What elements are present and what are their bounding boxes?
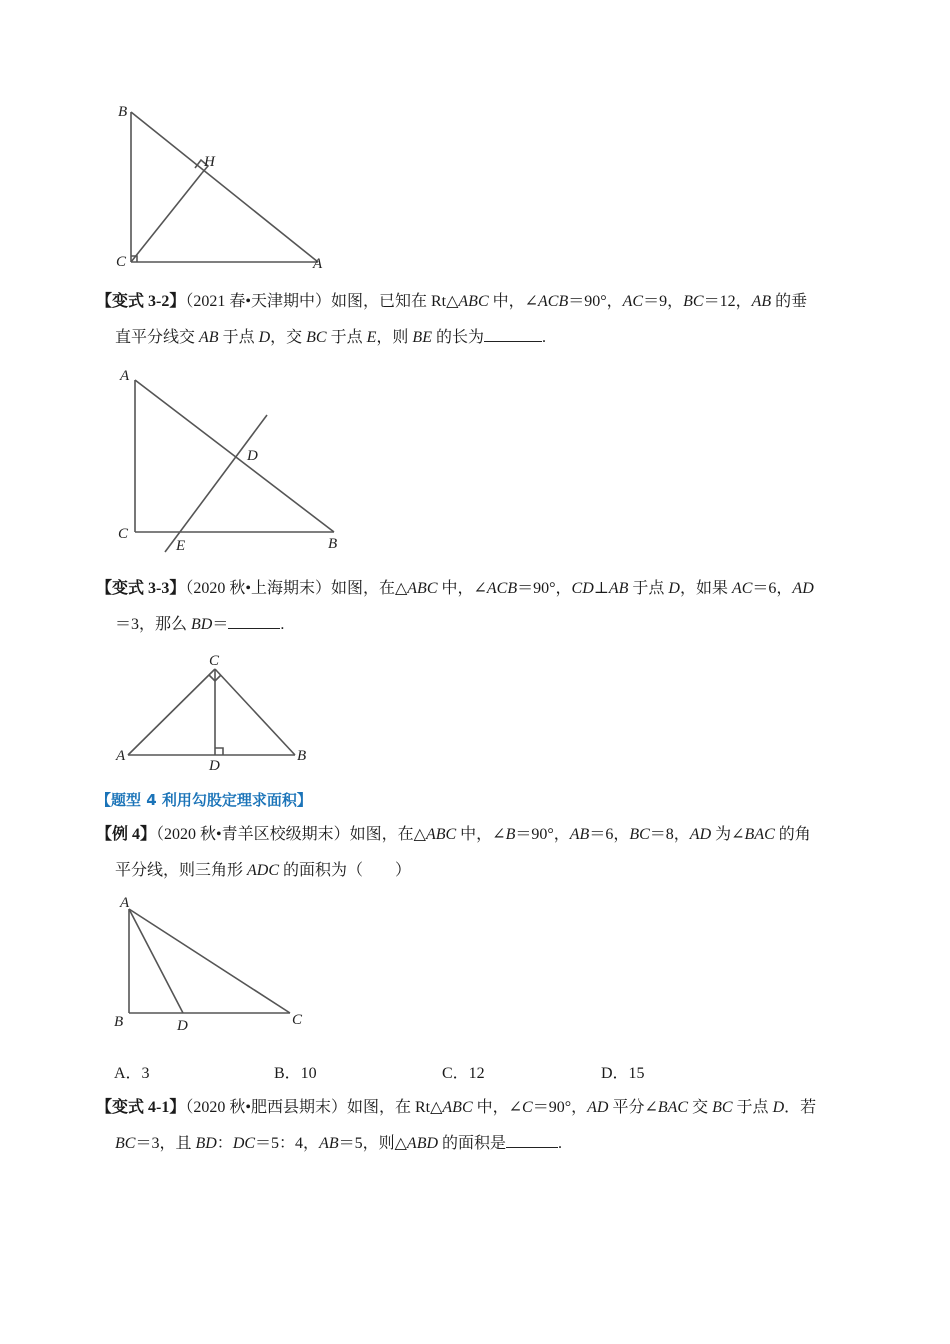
figure-triangle-perpendicular-bisector: [110, 360, 360, 560]
example-4-line-1: 【例 4】（2020 秋•青羊区校级期末）如图，在△ABC 中，∠B＝90°，AB＝6，BC＝8，AD 为∠BAC 的角: [96, 826, 811, 843]
segment-ch: [131, 173, 202, 262]
label-d: D: [177, 1018, 188, 1034]
figure-triangle-altitude-cd: [112, 650, 322, 772]
question-source: （2020 秋•青羊区校级期末）: [156, 826, 350, 843]
segment-ad: [129, 909, 183, 1013]
label-c: C: [116, 254, 127, 270]
label-c: C: [118, 526, 129, 542]
segment-ab: [135, 380, 334, 532]
figure-triangle-angle-bisector-ad: [108, 892, 338, 1037]
choice-c[interactable]: C．12: [442, 1065, 485, 1082]
label-a: A: [120, 895, 130, 911]
question-tag: 【例 4】: [96, 826, 157, 843]
question-4-1-line-1: 【变式 4-1】（2020 秋•肥西县期末）如图，在 Rt△ABC 中，∠C＝90°，AD 平分∠BAC 交 BC 于点 D．若: [96, 1099, 817, 1116]
question-3-2: [96, 284, 866, 356]
label-b: B: [118, 104, 128, 120]
label-c: C: [292, 1012, 303, 1028]
label-b: B: [328, 536, 338, 552]
label-a: A: [120, 368, 130, 384]
figure-triangle-abc-altitude-ch: [100, 96, 340, 276]
label-d: D: [247, 448, 258, 464]
question-4-1-line-2: BC＝3，且 BD：DC＝5：4，AB＝5，则△ABD 的面积是 .: [96, 1126, 866, 1162]
question-tag: 【变式 3-2】: [96, 293, 186, 310]
question-source: （2020 秋•上海期末）: [185, 580, 331, 597]
question-3-3: [96, 571, 866, 643]
segment-ca: [128, 669, 215, 755]
label-e: E: [176, 538, 186, 554]
answer-blank[interactable]: [228, 610, 280, 629]
label-c: C: [209, 653, 220, 669]
label-d: D: [209, 758, 220, 774]
example-4: [96, 817, 866, 889]
question-source: （2021 春•天津期中）: [185, 293, 331, 310]
section-heading: 【题型 4 利用勾股定理求面积】: [96, 791, 312, 809]
label-a: A: [116, 748, 126, 764]
label-h: H: [204, 154, 215, 170]
choice-b[interactable]: B．10: [274, 1065, 317, 1082]
question-3-3-line-1: 【变式 3-3】（2020 秋•上海期末）如图，在△ABC 中，∠ACB＝90°，CD⊥AB 于点 D，如果 AC＝6，AD: [96, 580, 814, 597]
label-b: B: [114, 1014, 124, 1030]
answer-choices: [114, 1060, 814, 1084]
question-3-3-line-2: ＝3，那么 BD＝ .: [96, 607, 866, 643]
choice-a[interactable]: A．3: [114, 1065, 150, 1082]
choice-d[interactable]: D．15: [601, 1065, 645, 1082]
segment-ab: [131, 112, 318, 262]
example-4-line-2: 平分线，则三角形 ADC 的面积为（ ）: [115, 862, 412, 879]
label-b: B: [297, 748, 307, 764]
right-angle-mark-d: [215, 748, 223, 755]
segment-cb: [215, 669, 295, 755]
question-tag: 【变式 3-3】: [96, 580, 186, 597]
question-4-1: [96, 1090, 866, 1162]
question-source: （2020 秋•肥西县期末）: [185, 1099, 347, 1116]
answer-blank[interactable]: [484, 323, 542, 342]
question-3-2-line-2: 直平分线交 AB 于点 D，交 BC 于点 E，则 BE 的长为 .: [96, 320, 866, 356]
segment-ac: [129, 909, 290, 1013]
question-tag: 【变式 4-1】: [96, 1099, 186, 1116]
answer-blank[interactable]: [506, 1129, 558, 1148]
label-a: A: [313, 256, 323, 272]
question-3-2-line-1: 【变式 3-2】（2021 春•天津期中）如图，已知在 Rt△ABC 中，∠ACB＝90°，AC＝9，BC＝12，AB 的垂: [96, 293, 808, 310]
